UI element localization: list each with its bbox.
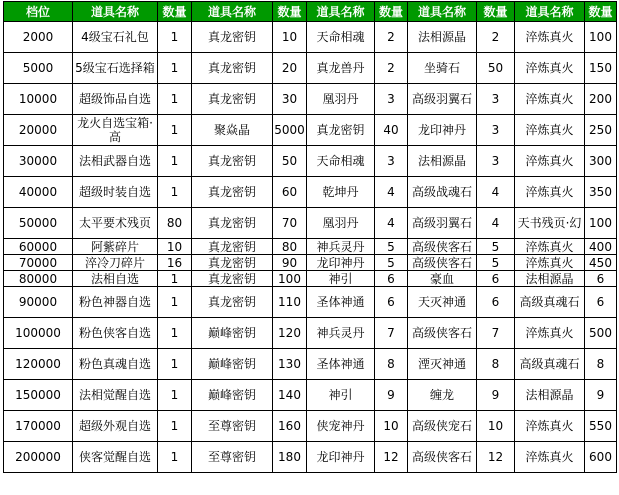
table-body — [4, 22, 617, 473]
item-name-cell: 4级宝石礼包 — [73, 22, 158, 53]
item-name-cell: 高级羽翼石 — [408, 84, 477, 115]
item-name-cell: 至尊密钥 — [192, 411, 273, 442]
quantity-cell: 100 — [585, 208, 617, 239]
table-row — [4, 177, 617, 208]
tier-cell: 2000 — [4, 22, 73, 53]
item-name-cell: 天命相魂 — [307, 146, 375, 177]
tier-cell: 10000 — [4, 84, 73, 115]
tier-cell: 80000 — [4, 271, 73, 287]
item-name-cell: 高级真魂石 — [515, 349, 585, 380]
quantity-cell: 30 — [273, 84, 307, 115]
quantity-cell: 1 — [158, 115, 192, 146]
quantity-cell: 5 — [375, 255, 408, 271]
quantity-cell: 9 — [375, 380, 408, 411]
quantity-cell: 70 — [273, 208, 307, 239]
item-name-cell: 神引 — [307, 271, 375, 287]
quantity-cell: 9 — [477, 380, 515, 411]
item-name-cell: 5级宝石选择箱 — [73, 53, 158, 84]
item-name-cell: 太平要术残页 — [73, 208, 158, 239]
item-name-cell: 高级羽翼石 — [408, 208, 477, 239]
tier-cell: 200000 — [4, 442, 73, 473]
quantity-cell: 100 — [273, 271, 307, 287]
item-name-cell: 神兵灵丹 — [307, 318, 375, 349]
quantity-cell: 200 — [585, 84, 617, 115]
quantity-cell: 10 — [375, 411, 408, 442]
tier-cell: 170000 — [4, 411, 73, 442]
item-name-cell: 侠客觉醒自选 — [73, 442, 158, 473]
quantity-cell: 3 — [375, 146, 408, 177]
item-name-cell: 龙火自选宝箱·高 — [73, 115, 158, 146]
table-row — [4, 287, 617, 318]
item-name-cell: 淬炼真火 — [515, 318, 585, 349]
quantity-header: 数量 — [585, 2, 617, 22]
item-name-cell: 淬炼真火 — [515, 239, 585, 255]
table-row — [4, 146, 617, 177]
item-name-cell: 高级侠客石 — [408, 239, 477, 255]
quantity-cell: 20 — [273, 53, 307, 84]
table-row — [4, 115, 617, 146]
quantity-cell: 120 — [273, 318, 307, 349]
quantity-cell: 1 — [158, 380, 192, 411]
item-name-cell: 真龙密钥 — [192, 84, 273, 115]
item-name-cell: 天命相魂 — [307, 22, 375, 53]
quantity-cell: 8 — [375, 349, 408, 380]
item-name-cell: 巅峰密钥 — [192, 349, 273, 380]
quantity-cell: 6 — [375, 271, 408, 287]
item-name-cell: 真龙密钥 — [192, 239, 273, 255]
item-name-cell: 淬炼真火 — [515, 146, 585, 177]
item-name-cell: 高级侠宠石 — [408, 411, 477, 442]
quantity-cell: 1 — [158, 84, 192, 115]
item-name-cell: 淬冷刀碎片 — [73, 255, 158, 271]
table-row — [4, 442, 617, 473]
quantity-cell: 5 — [375, 239, 408, 255]
item-name-cell: 真龙密钥 — [192, 146, 273, 177]
table-row — [4, 318, 617, 349]
quantity-cell: 130 — [273, 349, 307, 380]
reward-table — [3, 1, 617, 473]
item-name-cell: 法相源晶 — [408, 22, 477, 53]
quantity-cell: 500 — [585, 318, 617, 349]
quantity-cell: 180 — [273, 442, 307, 473]
quantity-header: 数量 — [477, 2, 515, 22]
quantity-cell: 400 — [585, 239, 617, 255]
quantity-cell: 6 — [477, 271, 515, 287]
quantity-cell: 1 — [158, 287, 192, 318]
tier-cell: 90000 — [4, 287, 73, 318]
item-name-cell: 法相自选 — [73, 271, 158, 287]
item-name-cell: 神引 — [307, 380, 375, 411]
quantity-cell: 5 — [477, 255, 515, 271]
quantity-cell: 16 — [158, 255, 192, 271]
quantity-cell: 8 — [477, 349, 515, 380]
quantity-cell: 7 — [477, 318, 515, 349]
item-name-cell: 真龙密钥 — [192, 271, 273, 287]
item-name-cell: 缠龙 — [408, 380, 477, 411]
item-name-cell: 龙印神丹 — [307, 255, 375, 271]
item-name-cell: 淬炼真火 — [515, 115, 585, 146]
quantity-cell: 12 — [477, 442, 515, 473]
tier-cell: 30000 — [4, 146, 73, 177]
item-name-cell: 高级侠客石 — [408, 318, 477, 349]
quantity-cell: 50 — [477, 53, 515, 84]
item-name-cell: 超级外观自选 — [73, 411, 158, 442]
quantity-cell: 10 — [158, 239, 192, 255]
tier-cell: 50000 — [4, 208, 73, 239]
quantity-cell: 1 — [158, 442, 192, 473]
table-row — [4, 208, 617, 239]
table-row — [4, 380, 617, 411]
quantity-cell: 350 — [585, 177, 617, 208]
quantity-cell: 90 — [273, 255, 307, 271]
quantity-cell: 100 — [585, 22, 617, 53]
item-name-cell: 淬炼真火 — [515, 84, 585, 115]
quantity-cell: 1 — [158, 146, 192, 177]
quantity-cell: 1 — [158, 271, 192, 287]
quantity-cell: 7 — [375, 318, 408, 349]
item-name-cell: 圣体神通 — [307, 349, 375, 380]
item-name-header: 道具名称 — [408, 2, 477, 22]
quantity-cell: 4 — [477, 208, 515, 239]
item-name-cell: 超级饰品自选 — [73, 84, 158, 115]
item-name-cell: 法相源晶 — [408, 146, 477, 177]
item-name-cell: 至尊密钥 — [192, 442, 273, 473]
quantity-cell: 3 — [477, 146, 515, 177]
item-name-cell: 法相武器自选 — [73, 146, 158, 177]
quantity-cell: 6 — [375, 287, 408, 318]
item-name-cell: 真龙密钥 — [192, 287, 273, 318]
item-name-cell: 淬炼真火 — [515, 255, 585, 271]
quantity-cell: 110 — [273, 287, 307, 318]
quantity-cell: 80 — [158, 208, 192, 239]
table-row — [4, 255, 617, 271]
item-name-cell: 巅峰密钥 — [192, 318, 273, 349]
quantity-cell: 250 — [585, 115, 617, 146]
tier-cell: 20000 — [4, 115, 73, 146]
table-row — [4, 349, 617, 380]
tier-cell: 120000 — [4, 349, 73, 380]
item-name-cell: 凰羽丹 — [307, 208, 375, 239]
quantity-cell: 5000 — [273, 115, 307, 146]
item-name-cell: 真龙密钥 — [192, 177, 273, 208]
quantity-cell: 1 — [158, 411, 192, 442]
item-name-cell: 真龙密钥 — [307, 115, 375, 146]
quantity-cell: 2 — [375, 53, 408, 84]
quantity-cell: 10 — [477, 411, 515, 442]
quantity-cell: 4 — [375, 208, 408, 239]
item-name-cell: 圣体神通 — [307, 287, 375, 318]
item-name-cell: 阿紫碎片 — [73, 239, 158, 255]
item-name-cell: 超级时装自选 — [73, 177, 158, 208]
item-name-cell: 高级战魂石 — [408, 177, 477, 208]
quantity-cell: 50 — [273, 146, 307, 177]
quantity-cell: 80 — [273, 239, 307, 255]
quantity-cell: 600 — [585, 442, 617, 473]
item-name-cell: 真龙密钥 — [192, 22, 273, 53]
item-name-cell: 湮灭神通 — [408, 349, 477, 380]
item-name-cell: 坐骑石 — [408, 53, 477, 84]
item-name-cell: 聚焱晶 — [192, 115, 273, 146]
item-name-cell: 龙印神丹 — [307, 442, 375, 473]
item-name-cell: 淬炼真火 — [515, 53, 585, 84]
table-row — [4, 271, 617, 287]
quantity-cell: 6 — [477, 287, 515, 318]
item-name-cell: 侠宠神丹 — [307, 411, 375, 442]
item-name-cell: 天灭神通 — [408, 287, 477, 318]
quantity-cell: 6 — [585, 287, 617, 318]
quantity-cell: 2 — [375, 22, 408, 53]
item-name-cell: 龙印神丹 — [408, 115, 477, 146]
item-name-cell: 淬炼真火 — [515, 177, 585, 208]
quantity-cell: 4 — [477, 177, 515, 208]
quantity-cell: 4 — [375, 177, 408, 208]
quantity-cell: 1 — [158, 177, 192, 208]
item-name-cell: 粉色侠客自选 — [73, 318, 158, 349]
tier-cell: 60000 — [4, 239, 73, 255]
quantity-cell: 1 — [158, 22, 192, 53]
quantity-cell: 3 — [477, 115, 515, 146]
quantity-cell: 1 — [158, 349, 192, 380]
item-name-cell: 凰羽丹 — [307, 84, 375, 115]
item-name-cell: 粉色神器自选 — [73, 287, 158, 318]
quantity-cell: 1 — [158, 53, 192, 84]
quantity-cell: 5 — [477, 239, 515, 255]
quantity-cell: 450 — [585, 255, 617, 271]
quantity-cell: 550 — [585, 411, 617, 442]
tier-cell: 40000 — [4, 177, 73, 208]
quantity-cell: 2 — [477, 22, 515, 53]
quantity-cell: 140 — [273, 380, 307, 411]
tier-cell: 5000 — [4, 53, 73, 84]
quantity-cell: 3 — [477, 84, 515, 115]
item-name-cell: 高级真魂石 — [515, 287, 585, 318]
table-row — [4, 239, 617, 255]
quantity-cell: 60 — [273, 177, 307, 208]
item-name-cell: 神兵灵丹 — [307, 239, 375, 255]
quantity-cell: 300 — [585, 146, 617, 177]
quantity-header: 数量 — [273, 2, 307, 22]
item-name-cell: 乾坤丹 — [307, 177, 375, 208]
item-name-cell: 高级侠客石 — [408, 255, 477, 271]
item-name-cell: 淬炼真火 — [515, 411, 585, 442]
quantity-cell: 10 — [273, 22, 307, 53]
quantity-cell: 6 — [585, 271, 617, 287]
table-row — [4, 22, 617, 53]
item-name-header: 道具名称 — [192, 2, 273, 22]
item-name-header: 道具名称 — [73, 2, 158, 22]
quantity-cell: 150 — [585, 53, 617, 84]
header-row — [4, 2, 617, 22]
item-name-header: 道具名称 — [515, 2, 585, 22]
quantity-cell: 160 — [273, 411, 307, 442]
item-name-cell: 真龙兽丹 — [307, 53, 375, 84]
item-name-cell: 法相觉醒自选 — [73, 380, 158, 411]
table-row — [4, 84, 617, 115]
quantity-cell: 1 — [158, 318, 192, 349]
item-name-cell: 天书残页·幻 — [515, 208, 585, 239]
quantity-header: 数量 — [375, 2, 408, 22]
item-name-cell: 粉色真魂自选 — [73, 349, 158, 380]
item-name-cell: 法相源晶 — [515, 271, 585, 287]
tier-cell: 70000 — [4, 255, 73, 271]
tier-header: 档位 — [4, 2, 73, 22]
item-name-cell: 真龙密钥 — [192, 53, 273, 84]
item-name-cell: 真龙密钥 — [192, 208, 273, 239]
quantity-cell: 40 — [375, 115, 408, 146]
quantity-cell: 8 — [585, 349, 617, 380]
item-name-cell: 巅峰密钥 — [192, 380, 273, 411]
item-name-cell: 淬炼真火 — [515, 22, 585, 53]
item-name-cell: 豪血 — [408, 271, 477, 287]
table-row — [4, 53, 617, 84]
item-name-header: 道具名称 — [307, 2, 375, 22]
table-row — [4, 411, 617, 442]
quantity-cell: 12 — [375, 442, 408, 473]
tier-cell: 100000 — [4, 318, 73, 349]
quantity-header: 数量 — [158, 2, 192, 22]
item-name-cell: 高级侠客石 — [408, 442, 477, 473]
quantity-cell: 3 — [375, 84, 408, 115]
item-name-cell: 法相源晶 — [515, 380, 585, 411]
quantity-cell: 9 — [585, 380, 617, 411]
item-name-cell: 真龙密钥 — [192, 255, 273, 271]
tier-cell: 150000 — [4, 380, 73, 411]
item-name-cell: 淬炼真火 — [515, 442, 585, 473]
